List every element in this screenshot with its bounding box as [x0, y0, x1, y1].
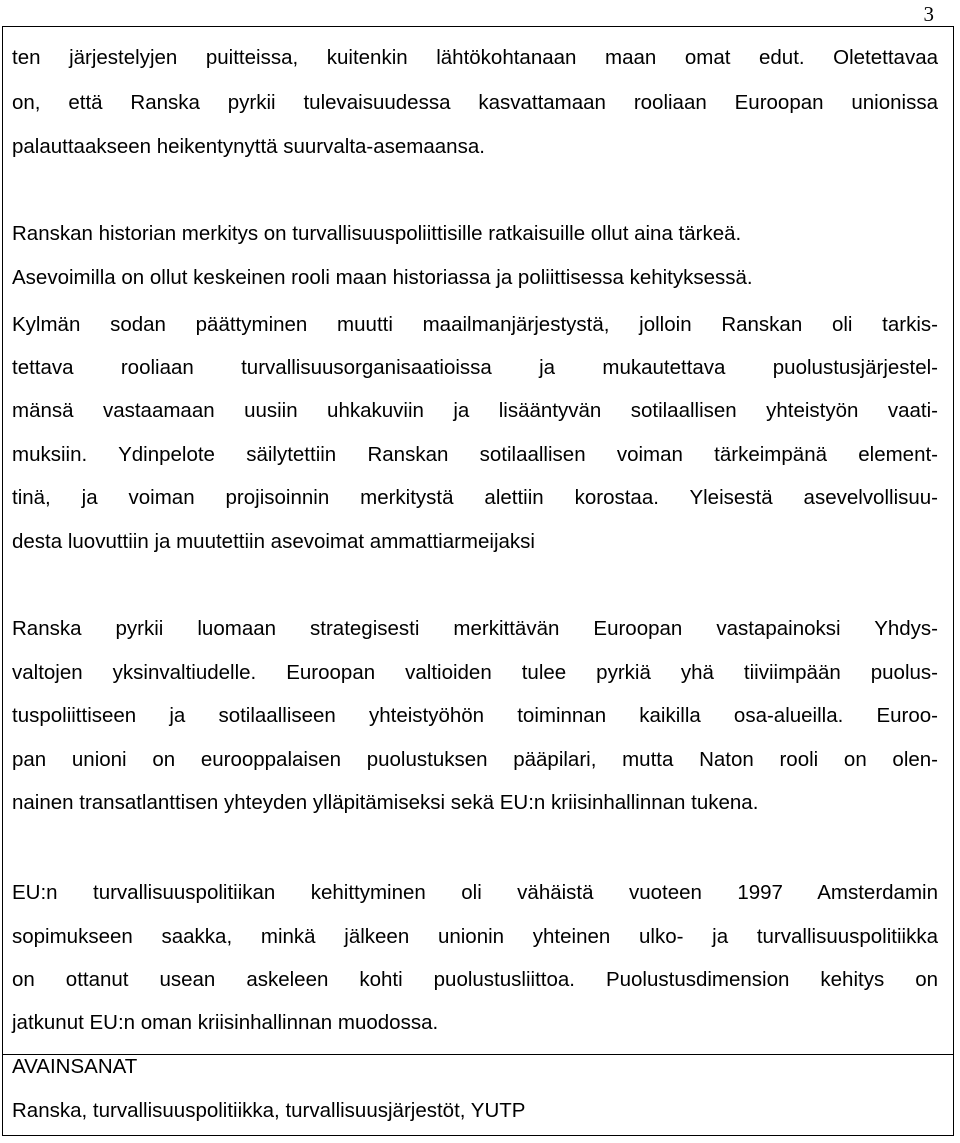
text-line: nainen transatlanttisen yhteyden ylläpitämiseksi sekä EU:n kriisinhallinnan tukena. — [12, 791, 759, 814]
text-line: Ranskan historian merkitys on turvallisuuspoliittisille ratkaisuille ollut aina tärkeä. — [12, 222, 742, 245]
text-line: on, että Ranska pyrkii tulevaisuudessa kasvattamaan rooliaan Euroopan unionissa — [12, 91, 938, 114]
text-line: on ottanut usean askeleen kohti puolustusliittoa. Puolustusdimension kehitys on — [12, 968, 938, 991]
text-line: palauttaakseen heikentynyttä suurvalta-asemaansa. — [12, 135, 485, 158]
text-line: jatkunut EU:n oman kriisinhallinnan muodossa. — [12, 1011, 439, 1034]
text-line: Ranska pyrkii luomaan strategisesti merkittävän Euroopan vastapainoksi Yhdys- — [12, 617, 938, 640]
text-line: tettava rooliaan turvallisuusorganisaatioissa ja mukautettava puolustusjärjestel- — [12, 356, 938, 379]
text-line: Kylmän sodan päättyminen muutti maailmanjärjestystä, jolloin Ranskan oli tarkis- — [12, 313, 938, 336]
text-line: pan unioni on eurooppalaisen puolustuksen pääpilari, mutta Naton rooli on olen- — [12, 748, 938, 771]
text-line: EU:n turvallisuuspolitiikan kehittyminen oli vähäistä vuoteen 1997 Amsterdamin — [12, 881, 938, 904]
page-number: 3 — [923, 2, 934, 26]
text-line: desta luovuttiin ja muutettiin asevoimat ammattiarmeijaksi — [12, 530, 535, 553]
text-line: Asevoimilla on ollut keskeinen rooli maan historiassa ja poliittisessa kehityksessä. — [12, 266, 753, 289]
keywords-heading: AVAINSANAT — [12, 1055, 138, 1078]
text-line: tuspoliittiseen ja sotilaalliseen yhteistyöhön toiminnan kaikilla osa-alueilla. Euroo- — [12, 704, 938, 727]
keywords-list: Ranska, turvallisuuspolitiikka, turvallisuusjärjestöt, YUTP — [12, 1099, 526, 1122]
text-line: sopimukseen saakka, minkä jälkeen unionin yhteinen ulko- ja turvallisuuspolitiikka — [12, 925, 938, 948]
text-line: muksiin. Ydinpelote säilytettiin Ranskan sotilaallisen voiman tärkeimpänä element- — [12, 443, 938, 466]
text-line: tinä, ja voiman projisoinnin merkitystä alettiin korostaa. Yleisestä asevelvollisuu- — [12, 486, 938, 509]
keywords-divider — [3, 1054, 953, 1055]
text-line: valtojen yksinvaltiudelle. Euroopan valtioiden tulee pyrkiä yhä tiiviimpään puolus- — [12, 661, 938, 684]
text-line: mänsä vastaamaan uusiin uhkakuviin ja lisääntyvän sotilaallisen yhteistyön vaati- — [12, 399, 938, 422]
text-line: ten järjestelyjen puitteissa, kuitenkin lähtökohtanaan maan omat edut. Oletettavaa — [12, 46, 938, 69]
